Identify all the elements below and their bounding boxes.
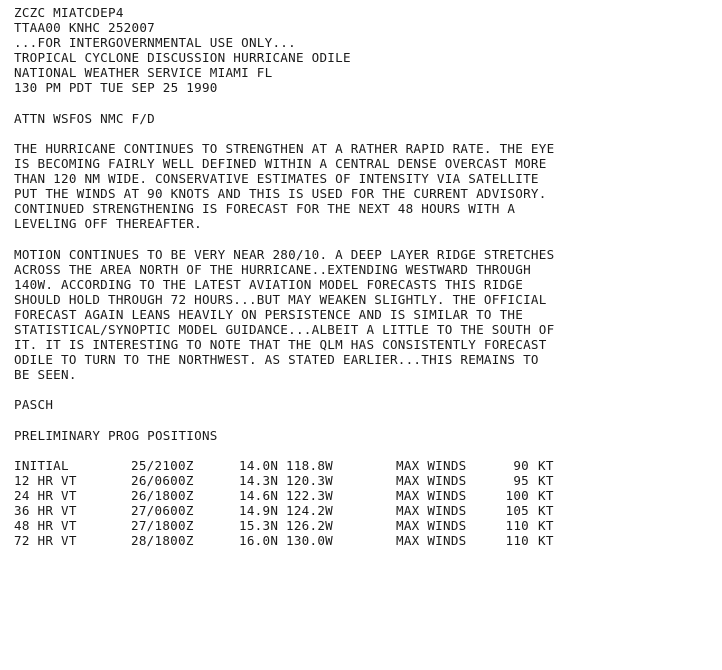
paragraph-line: FORECAST AGAIN LEANS HEAVILY ON PERSISTENCE AND IS SIMILAR TO THE <box>14 306 524 322</box>
motion-paragraph <box>14 247 714 383</box>
blank-line <box>14 382 714 397</box>
blank-line <box>14 231 714 246</box>
forecast-row <box>14 518 714 533</box>
blank-line <box>14 96 714 111</box>
forecast-wind-label: MAX WINDS <box>396 457 467 473</box>
intensity-paragraph <box>14 141 714 232</box>
forecast-position: 15.3N 126.2W <box>239 518 333 534</box>
forecast-wind-unit: KT <box>538 488 554 503</box>
forecast-row <box>14 458 714 473</box>
forecast-wind-label: MAX WINDS <box>396 533 467 549</box>
forecast-time: 26/1800Z <box>131 488 194 503</box>
forecast-position: 14.0N 118.8W <box>239 457 333 473</box>
forecast-position: 14.3N 120.3W <box>239 472 333 488</box>
forecast-time: 28/1800Z <box>131 533 194 549</box>
forecast-label: 36 HR VT <box>14 503 77 519</box>
forecast-table <box>14 458 714 549</box>
forecast-wind-unit: KT <box>538 533 554 549</box>
prog-positions-title: PRELIMINARY PROG POSITIONS <box>14 427 218 443</box>
forecast-wind-label: MAX WINDS <box>396 518 467 534</box>
header-line: 130 PM PDT TUE SEP 25 1990 <box>14 80 218 96</box>
paragraph-line: THE HURRICANE CONTINUES TO STRENGTHEN AT A RATHER RAPID RATE. THE EYE <box>14 140 555 156</box>
forecast-label: INITIAL <box>14 457 69 473</box>
forecast-position: 16.0N 130.0W <box>239 533 333 549</box>
forecast-wind-label: MAX WINDS <box>396 472 467 488</box>
forecast-wind-unit: KT <box>538 472 554 488</box>
forecast-wind-unit: KT <box>538 503 554 519</box>
forecast-label: 24 HR VT <box>14 488 77 503</box>
blank-line <box>14 413 714 428</box>
forecast-row <box>14 503 714 518</box>
header-line: ...FOR INTERGOVERNMENTAL USE ONLY... <box>14 35 296 51</box>
blank-line <box>14 126 714 141</box>
forecast-row <box>14 533 714 548</box>
paragraph-line: STATISTICAL/SYNOPTIC MODEL GUIDANCE...ALBEIT A LITTLE TO THE SOUTH OF <box>14 321 555 337</box>
blank-line <box>14 443 714 458</box>
forecast-wind-unit: KT <box>538 457 554 473</box>
forecast-position: 14.9N 124.2W <box>239 503 333 519</box>
forecast-label: 72 HR VT <box>14 533 77 549</box>
bulletin-header <box>14 5 714 96</box>
paragraph-line: ODILE TO TURN TO THE NORTHWEST. AS STATED EARLIER...THIS REMAINS TO <box>14 352 539 368</box>
forecast-wind-speed: 105 <box>505 503 529 519</box>
paragraph-line: 140W. ACCORDING TO THE LATEST AVIATION MODEL FORECASTS THIS RIDGE <box>14 276 524 292</box>
forecast-row <box>14 473 714 488</box>
paragraph-line: LEVELING OFF THEREAFTER. <box>14 216 202 232</box>
paragraph-line: THAN 120 NM WIDE. CONSERVATIVE ESTIMATES OF INTENSITY VIA SATELLITE <box>14 171 539 187</box>
forecast-time: 27/1800Z <box>131 518 194 534</box>
forecast-wind-label: MAX WINDS <box>396 488 467 503</box>
header-line: ZCZC MIATCDEP4 <box>14 5 124 20</box>
forecast-wind-unit: KT <box>538 518 554 534</box>
paragraph-line: BE SEEN. <box>14 367 77 383</box>
forecast-time: 27/0600Z <box>131 503 194 519</box>
paragraph-line: CONTINUED STRENGTHENING IS FORECAST FOR THE NEXT 48 HOURS WITH A <box>14 201 516 217</box>
forecast-time: 26/0600Z <box>131 472 194 488</box>
paragraph-line: IS BECOMING FAIRLY WELL DEFINED WITHIN A CENTRAL DENSE OVERCAST MORE <box>14 155 547 171</box>
forecast-position: 14.6N 122.3W <box>239 488 333 503</box>
paragraph-line: ACROSS THE AREA NORTH OF THE HURRICANE..EXTENDING WESTWARD THROUGH <box>14 261 531 277</box>
paragraph-line: MOTION CONTINUES TO BE VERY NEAR 280/10. A DEEP LAYER RIDGE STRETCHES <box>14 246 555 262</box>
forecast-wind-speed: 110 <box>505 518 529 534</box>
forecast-label: 48 HR VT <box>14 518 77 534</box>
forecast-wind-label: MAX WINDS <box>396 503 467 519</box>
forecast-label: 12 HR VT <box>14 472 77 488</box>
paragraph-line: SHOULD HOLD THROUGH 72 HOURS...BUT MAY WEAKEN SLIGHTLY. THE OFFICIAL <box>14 291 547 307</box>
header-line: TROPICAL CYCLONE DISCUSSION HURRICANE ODILE <box>14 50 351 66</box>
forecast-wind-speed: 100 <box>505 488 529 503</box>
paragraph-line: IT. IT IS INTERESTING TO NOTE THAT THE QLM HAS CONSISTENTLY FORECAST <box>14 337 547 353</box>
header-line: NATIONAL WEATHER SERVICE MIAMI FL <box>14 65 273 81</box>
forecaster-signature: PASCH <box>14 397 54 413</box>
header-line: TTAA00 KNHC 252007 <box>14 20 155 36</box>
forecast-wind-speed: 110 <box>505 533 529 549</box>
discussion-document <box>14 5 714 548</box>
forecast-row <box>14 488 714 503</box>
paragraph-line: PUT THE WINDS AT 90 KNOTS AND THIS IS USED FOR THE CURRENT ADVISORY. <box>14 186 547 202</box>
forecast-wind-speed: 90 <box>513 457 529 473</box>
forecast-wind-speed: 95 <box>513 472 529 488</box>
attention-line: ATTN WSFOS NMC F/D <box>14 110 155 126</box>
forecast-time: 25/2100Z <box>131 457 194 473</box>
